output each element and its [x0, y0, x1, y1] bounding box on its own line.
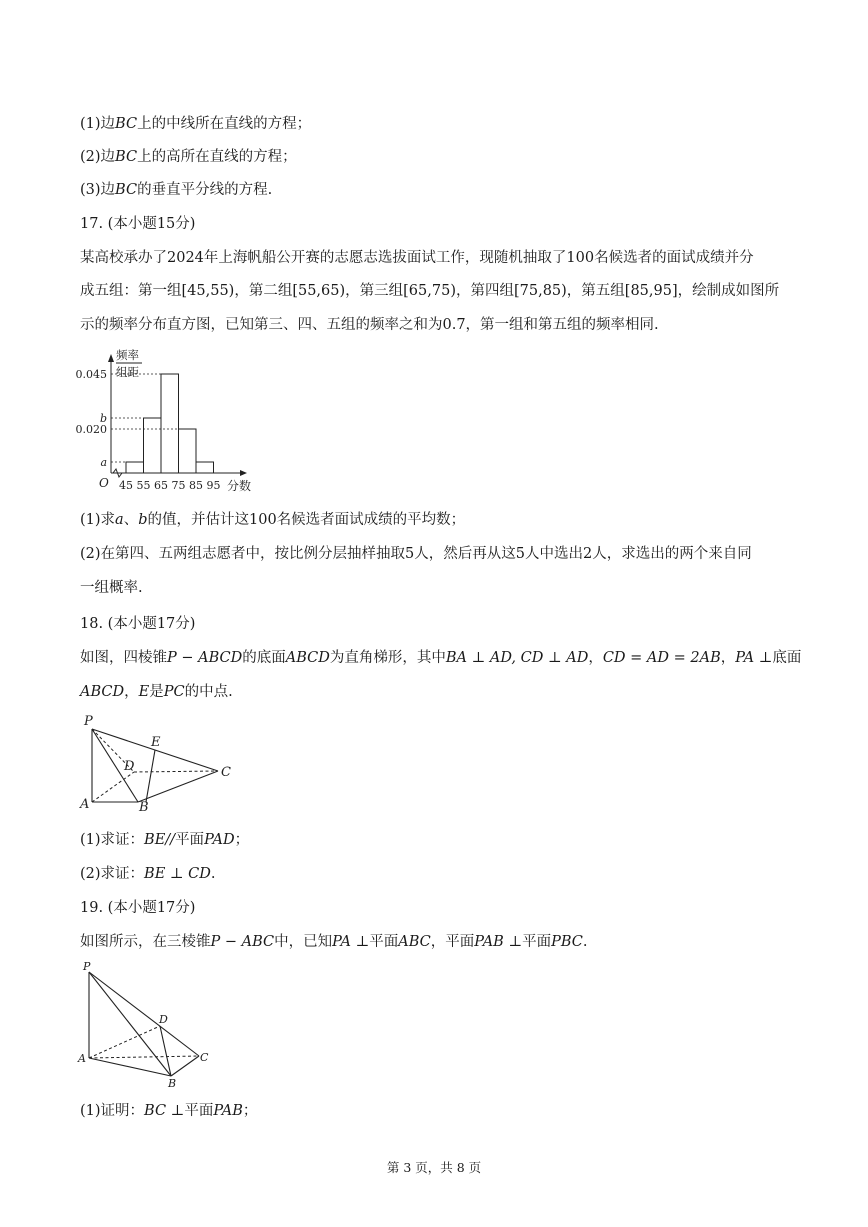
hidden-edge-AC	[89, 1056, 199, 1058]
origin-label: O	[99, 476, 109, 490]
q18-part-2: (2)求证：BE ⊥ CD.	[80, 866, 216, 882]
histogram-bar	[161, 374, 179, 473]
q17-part-2-line-1: (2)在第四、五两组志愿者中，按比例分层抽样抽取5人，然后再从这5人中选出2人，求选出的两个来自同	[80, 546, 752, 562]
label-C: C	[200, 1051, 209, 1064]
q19-stem: 如图所示，在三棱锥P − ABC中，已知PA ⊥平面ABC，平面PAB ⊥平面PBC.	[80, 934, 588, 950]
y-tick-label: 0.045	[75, 368, 107, 381]
q18-stem-line-1: 如图，四棱锥P − ABCD的底面ABCD为直角梯形，其中BA ⊥ AD, CD ⊥ AD，CD = AD = 2AB，PA ⊥底面	[80, 650, 802, 666]
edge-PC	[89, 972, 199, 1056]
q19-part-1: (1)证明：BC ⊥平面PAB；	[80, 1103, 258, 1119]
label-B: B	[168, 1077, 177, 1090]
x-tick-label: 95	[206, 479, 221, 492]
q17-stem-line-2: 成五组：第一组[45,55)，第二组[55,65)，第三组[65,75)，第四组[75,85)，第五组[85,95]，绘制成如图所	[80, 283, 780, 299]
x-tick-label: 45	[119, 479, 133, 492]
y-axis-arrow	[108, 354, 114, 362]
q19-header: 19. (本小题17分)	[80, 900, 196, 916]
label-P: P	[84, 714, 93, 729]
label-D: D	[159, 1013, 168, 1026]
edge-BC	[171, 1056, 199, 1076]
y-tick-label: 0.020	[75, 423, 107, 436]
label-B: B	[139, 800, 149, 815]
y-label-top: 频率	[116, 348, 139, 362]
q17-part-1: (1)求a、b的值，并估计这100名候选者面试成绩的平均数；	[80, 512, 466, 528]
x-axis-arrow	[240, 470, 247, 476]
q18-pyramid-figure	[78, 712, 248, 817]
label-C: C	[221, 765, 231, 780]
hidden-segment-AD	[89, 1026, 160, 1058]
y-label-bottom: 组距	[116, 365, 139, 379]
segment-BE	[146, 750, 155, 802]
edge-BC	[138, 771, 218, 802]
page-footer: 第 3 页，共 8 页	[386, 1160, 482, 1175]
q18-part-1: (1)求证：BE//平面PAD；	[80, 832, 250, 848]
histogram-bar	[196, 462, 214, 473]
label-P: P	[83, 960, 91, 973]
q17-stem-line-1: 某高校承办了2024年上海帆船公开赛的志愿志选拔面试工作，现随机抽取了100名候选者的面试成绩并分	[80, 250, 754, 266]
label-D: D	[124, 759, 135, 774]
histogram-bar	[144, 418, 162, 473]
q16-part-1: (1)边BC上的中线所在直线的方程；	[80, 116, 312, 132]
q17-stem-line-3: 示的频率分布直方图，已知第三、四、五组的频率之和为0.7，第一组和第五组的频率相同.	[80, 317, 659, 333]
histogram-bar	[179, 429, 197, 473]
hidden-edge-DC	[134, 771, 218, 772]
q17-part-2-line-2: 一组概率.	[80, 580, 143, 596]
frequency-histogram	[75, 345, 275, 505]
x-tick-label: 55	[136, 479, 151, 492]
hidden-edge-AD	[92, 772, 134, 802]
label-A: A	[80, 797, 90, 812]
q18-stem-line-2: ABCD，E是PC的中点.	[80, 684, 233, 700]
x-tick-label: 65	[154, 479, 168, 492]
x-tick-label: 85	[189, 479, 203, 492]
x-tick-label: 75	[171, 479, 186, 492]
q18-header: 18. (本小题17分)	[80, 616, 196, 632]
y-tick-label: a	[100, 456, 107, 469]
histogram-bar	[126, 462, 144, 473]
q16-part-3: (3)边BC的垂直平分线的方程.	[80, 182, 273, 198]
label-A: A	[78, 1052, 86, 1065]
q19-tetrahedron-figure	[76, 960, 221, 1090]
y-tick-label: b	[99, 412, 107, 425]
x-axis-label: 分数	[227, 479, 252, 493]
q17-header: 17. (本小题15分)	[80, 216, 196, 232]
q16-part-2: (2)边BC上的高所在直线的方程；	[80, 149, 297, 165]
label-E: E	[151, 735, 161, 750]
